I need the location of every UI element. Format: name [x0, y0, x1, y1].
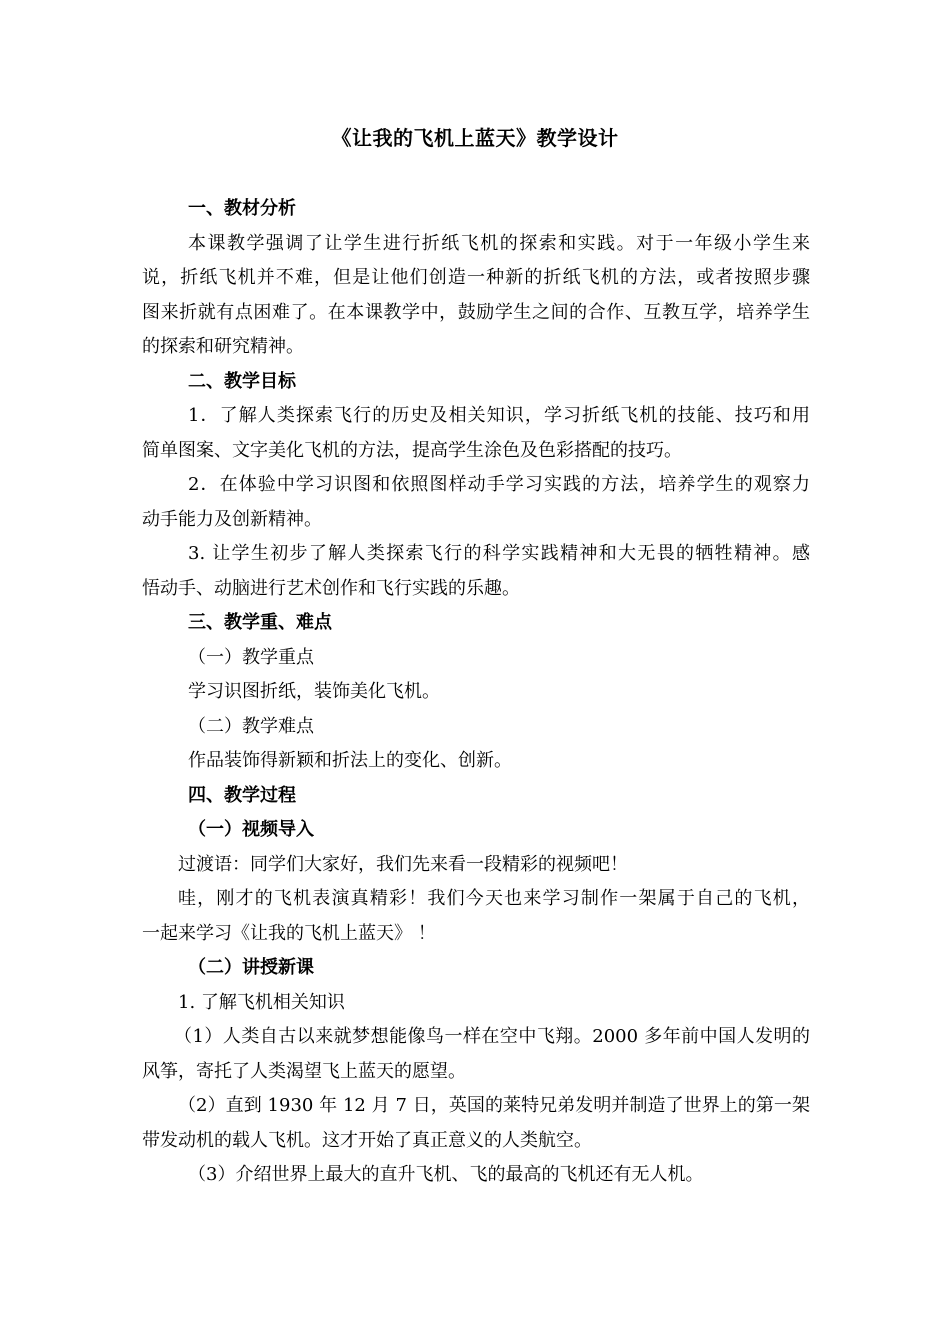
section-heading: 四、教学过程 [188, 784, 296, 806]
body-text-line: 带发动机的载人飞机。这才开始了真正意义的人类航空。 [142, 1129, 592, 1151]
body-text-line: 本课教学强调了让学生进行折纸飞机的探索和实践。对于一年级小学生来 [188, 232, 810, 254]
body-text-line: 简单图案、文字美化飞机的方法，提高学生涂色及色彩搭配的技巧。 [142, 439, 682, 461]
document-body [142, 192, 810, 1193]
body-text-line: 作品装饰得新颖和折法上的变化、创新。 [188, 750, 512, 771]
body-text-line: 的探索和研究精神。 [142, 336, 304, 357]
body-text-line: 1. 了解飞机相关知识 [178, 991, 345, 1013]
body-text-line: 哇，刚才的飞机表演真精彩！我们今天也来学习制作一架属于自己的飞机， [178, 888, 810, 909]
body-text-line: 3. 让学生初步了解人类探索飞行的科学实践精神和大无畏的牺牲精神。感 [188, 543, 810, 564]
section-heading: （一）视频导入 [188, 819, 314, 840]
body-text-line: 2．在体验中学习识图和依照图样动手学习实践的方法，培养学生的观察力 [188, 474, 810, 495]
body-text-line: 风筝，寄托了人类渴望飞上蓝天的愿望。 [142, 1060, 466, 1082]
body-text-line: （1）人类自古以来就梦想能像鸟一样在空中飞翔。2000 多年前中国人发明的 [174, 1026, 810, 1047]
body-text-line: （一）教学重点 [188, 646, 314, 668]
body-text-line: 一起来学习《让我的飞机上蓝天》 ！ [142, 922, 436, 944]
body-text-line: 1．了解人类探索飞行的历史及相关知识，学习折纸飞机的技能、技巧和用 [188, 405, 810, 426]
body-text-line: （2）直到 1930 年 12 月 7 日，英国的莱特兄弟发明并制造了世界上的第一架 [178, 1095, 810, 1116]
body-text-line: 学习识图折纸，装饰美化飞机。 [188, 681, 440, 702]
body-text-line: 悟动手、动脑进行艺术创作和飞行实践的乐趣。 [142, 577, 520, 599]
section-heading: （二）讲授新课 [188, 957, 314, 978]
section-heading: 一、教材分析 [188, 198, 296, 219]
body-text-line: 说，折纸飞机并不难，但是让他们创造一种新的折纸飞机的方法，或者按照步骤 [142, 267, 810, 288]
body-text-line: 过渡语：同学们大家好，我们先来看一段精彩的视频吧！ [178, 853, 628, 875]
section-heading: 二、教学目标 [188, 370, 296, 392]
body-text-line: （二）教学难点 [188, 715, 314, 737]
body-text-line: （3）介绍世界上最大的直升飞机、飞的最高的飞机还有无人机。 [188, 1164, 704, 1185]
document-title: 《让我的飞机上蓝天》教学设计 [331, 126, 619, 150]
body-text-line: 图来折就有点困难了。在本课教学中，鼓励学生之间的合作、互教互学，培养学生 [142, 301, 810, 323]
section-heading: 三、教学重、难点 [188, 612, 332, 633]
body-text-line: 动手能力及创新精神。 [142, 508, 322, 530]
